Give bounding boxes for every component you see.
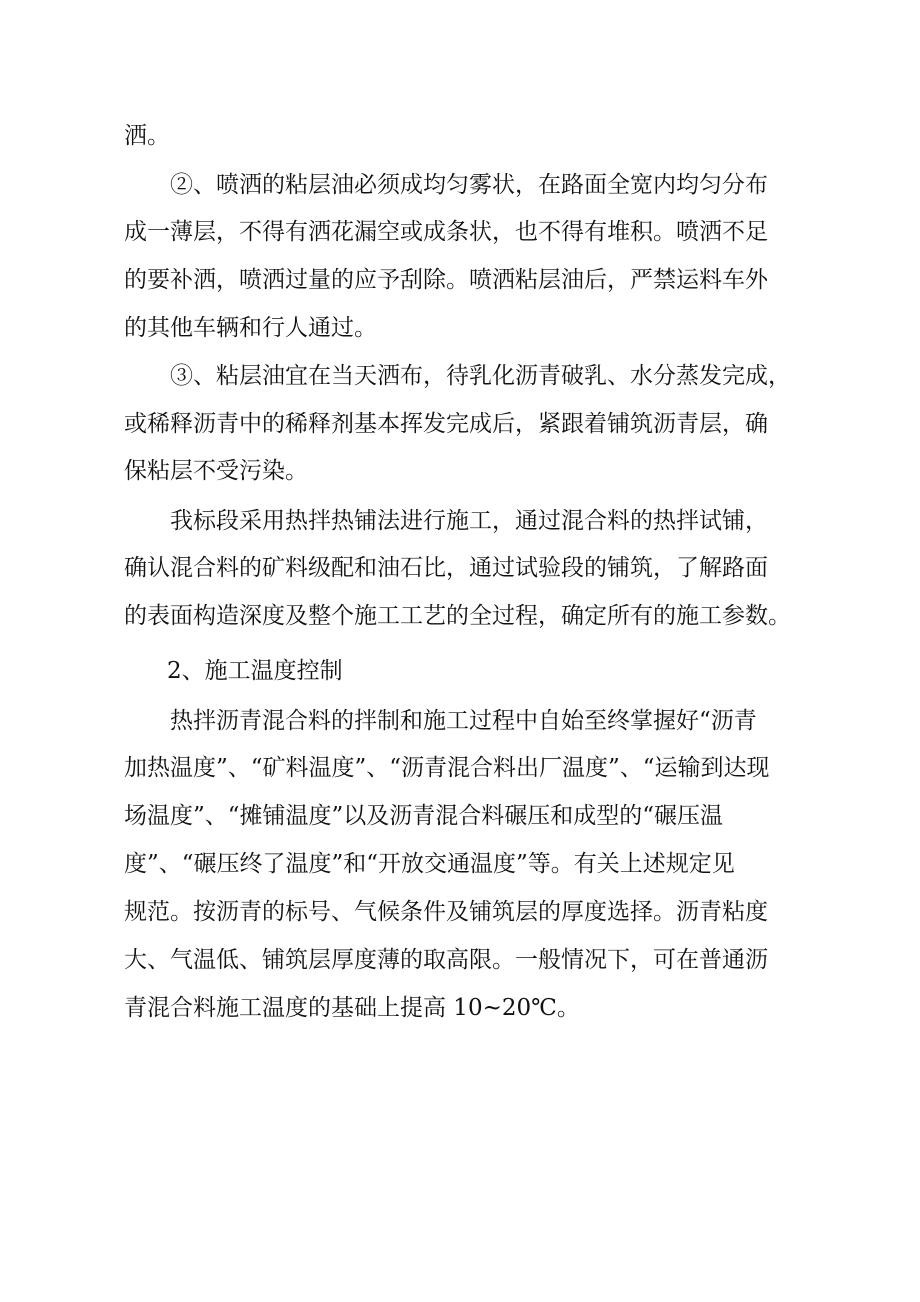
section-heading: 2、施工温度控制 — [167, 658, 343, 684]
paragraph-line: 青混合料施工温度的基础上提高 10~20℃。 — [124, 995, 580, 1021]
paragraph-line: 我标段采用热拌热铺法进行施工，通过混合料的热拌试铺， — [170, 508, 768, 534]
paragraph-line: 或稀释沥青中的稀释剂基本挥发完成后，紧跟着铺筑沥青层，确 — [124, 411, 768, 437]
paragraph-line: 成一薄层，不得有洒花漏空或成条状，也不得有堆积。喷洒不足 — [124, 219, 768, 245]
paragraph-line: 的表面构造深度及整个施工工艺的全过程，确定所有的施工参数。 — [124, 603, 791, 629]
paragraph-line: 大、气温低、铺筑层厚度薄的取高限。一般情况下，可在普通沥 — [124, 947, 768, 973]
paragraph-line: 确认混合料的矿料级配和油石比，通过试验段的铺筑，了解路面 — [124, 555, 768, 581]
paragraph-line: 洒。 — [124, 123, 170, 149]
paragraph-line: 的要补洒，喷洒过量的应予刮除。喷洒粘层油后，严禁运料车外 — [124, 267, 768, 293]
paragraph-line: ②、喷洒的粘层油必须成均匀雾状，在路面全宽内均匀分布 — [170, 172, 768, 198]
paragraph-line: 热拌沥青混合料的拌制和施工过程中自始至终掌握好“沥青 — [170, 708, 757, 734]
paragraph-line: 度”、“碾压终了温度”和“开放交通温度”等。有关上述规定见 — [124, 851, 735, 877]
paragraph-line: 保粘层不受污染。 — [124, 458, 308, 484]
paragraph-line: 场温度”、“摊铺温度”以及沥青混合料碾压和成型的“碾压温 — [124, 803, 724, 829]
paragraph-line: 加热温度”、“矿料温度”、“沥青混合料出厂温度”、“运输到达现 — [124, 755, 770, 781]
paragraph-line: 的其他车辆和行人通过。 — [124, 315, 377, 341]
paragraph-line: 规范。按沥青的标号、气候条件及铺筑层的厚度选择。沥青粘度 — [124, 899, 768, 925]
paragraph-line: ③、粘层油宜在当天洒布，待乳化沥青破乳、水分蒸发完成， — [170, 363, 791, 389]
